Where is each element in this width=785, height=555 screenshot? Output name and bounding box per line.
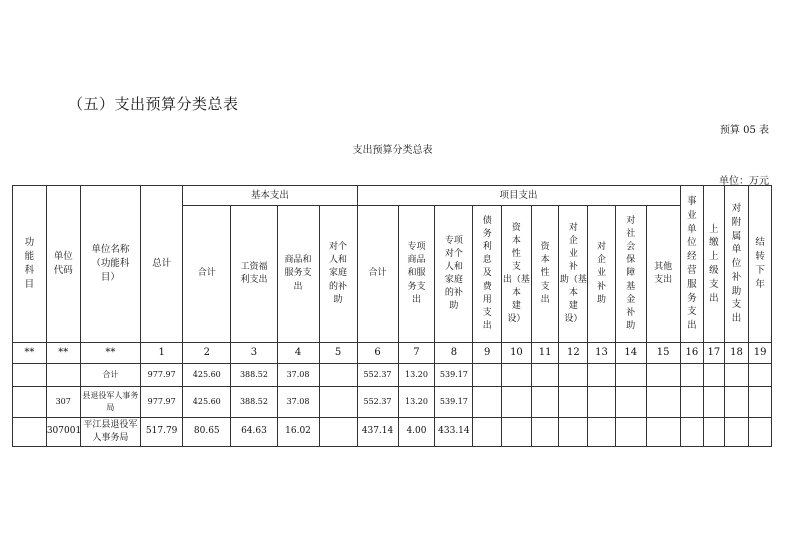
cell-proj-goods: 13.20 (398, 387, 435, 418)
cell-empty (502, 387, 532, 418)
col-ent: 对 企 业 补 助 (588, 206, 616, 343)
cell-empty (531, 387, 559, 418)
cell-empty (724, 387, 749, 418)
cell-proj-total: 552.37 (357, 364, 398, 387)
cell-basic-total: 425.60 (183, 387, 231, 418)
num-cell: 8 (435, 343, 473, 364)
cell-total: 977.97 (141, 387, 183, 418)
cell-empty (531, 364, 559, 387)
cell-basic-total: 80.65 (183, 418, 231, 447)
cell-empty (680, 364, 704, 387)
cell-empty (749, 418, 772, 447)
cell-empty (559, 387, 588, 418)
col-func-subject: 功 能 科 目 (13, 186, 47, 343)
cell-empty (588, 387, 616, 418)
cell-empty (724, 418, 749, 447)
cell-empty (473, 418, 502, 447)
column-number-row (13, 343, 772, 364)
cell-empty (646, 364, 680, 387)
cell-salary: 388.52 (231, 387, 277, 418)
table-row (13, 418, 772, 447)
cell-empty (473, 364, 502, 387)
num-cell: ** (80, 343, 141, 364)
group-project: 项目支出 (357, 186, 680, 206)
table-caption: 支出预算分类总表 (352, 145, 433, 156)
cell-proj-goods: 4.00 (398, 418, 435, 447)
col-proj-personal: 专项 对个 人和 家庭 的补 助 (435, 206, 473, 343)
num-cell: ** (13, 343, 47, 364)
cell-empty (559, 418, 588, 447)
table-row (13, 364, 772, 387)
cell-empty (680, 418, 704, 447)
num-cell: ** (46, 343, 80, 364)
col-capital-build: 资 本 性 支 出（基 本 建 设） (502, 206, 532, 343)
cell-func (13, 418, 47, 447)
cell-empty (559, 364, 588, 387)
cell-empty (473, 387, 502, 418)
col-superior: 上 缴 上 级 支 出 (704, 186, 725, 343)
col-debt: 债 务 利 息 及 费 用 支 出 (473, 206, 502, 343)
cell-empty (502, 418, 532, 447)
col-social: 对 社 会 保 障 基 金 补 助 (615, 206, 646, 343)
num-cell: 13 (588, 343, 616, 364)
num-cell: 9 (473, 343, 502, 364)
cell-code: 307 (46, 387, 80, 418)
cell-code (46, 364, 80, 387)
num-cell: 14 (615, 343, 646, 364)
num-cell: 19 (749, 343, 772, 364)
num-cell: 17 (704, 343, 725, 364)
cell-empty (615, 418, 646, 447)
num-cell: 1 (141, 343, 183, 364)
num-cell: 4 (277, 343, 319, 364)
cell-empty (588, 418, 616, 447)
table-row (13, 387, 772, 418)
col-unit-name: 单位名称 （功能科 目） (80, 186, 141, 343)
cell-personal (319, 387, 357, 418)
cell-salary: 64.63 (231, 418, 277, 447)
cell-empty (531, 418, 559, 447)
cell-goods: 37.08 (277, 387, 319, 418)
col-salary: 工资福 利支出 (231, 206, 277, 343)
cell-empty (724, 364, 749, 387)
cell-proj-total: 552.37 (357, 387, 398, 418)
cell-name: 合计 (80, 364, 141, 387)
expenditure-table (12, 185, 772, 447)
num-cell: 7 (398, 343, 435, 364)
num-cell: 6 (357, 343, 398, 364)
col-subsidiary: 对 附 属 单 位 补 助 支 出 (724, 186, 749, 343)
cell-goods: 16.02 (277, 418, 319, 447)
num-cell: 11 (531, 343, 559, 364)
cell-total: 517.79 (141, 418, 183, 447)
num-cell: 3 (231, 343, 277, 364)
col-other: 其他 支出 (646, 206, 680, 343)
num-cell: 18 (724, 343, 749, 364)
num-cell: 10 (502, 343, 532, 364)
cell-proj-personal: 433.14 (435, 418, 473, 447)
col-proj-goods: 专项 商品 和服 务支 出 (398, 206, 435, 343)
cell-total: 977.97 (141, 364, 183, 387)
cell-empty (588, 364, 616, 387)
num-cell: 2 (183, 343, 231, 364)
cell-func (13, 364, 47, 387)
num-cell: 16 (680, 343, 704, 364)
cell-name: 平江县退役军人事务局 (80, 418, 141, 447)
cell-code: 307001 (46, 418, 80, 447)
unit-label: 单位：万元 (719, 176, 769, 187)
cell-proj-total: 437.14 (357, 418, 398, 447)
cell-basic-total: 425.60 (183, 364, 231, 387)
cell-func (13, 387, 47, 418)
cell-empty (680, 387, 704, 418)
group-basic: 基本支出 (183, 186, 357, 206)
cell-name: 县退役军人事务局 (80, 387, 141, 418)
cell-empty (704, 364, 725, 387)
cell-salary: 388.52 (231, 364, 277, 387)
cell-empty (502, 364, 532, 387)
page-heading: （五）支出预算分类总表 (68, 95, 239, 113)
cell-empty (704, 418, 725, 447)
col-basic-total: 合计 (183, 206, 231, 343)
cell-proj-personal: 539.17 (435, 364, 473, 387)
cell-personal (319, 418, 357, 447)
col-goods: 商品和 服务支 出 (277, 206, 319, 343)
col-proj-total: 合计 (357, 206, 398, 343)
col-unit-code: 单位 代码 (46, 186, 80, 343)
cell-empty (704, 387, 725, 418)
cell-empty (749, 387, 772, 418)
col-carryover: 结 转 下 年 (749, 186, 772, 343)
form-code: 预算 05 表 (719, 125, 769, 136)
cell-proj-personal: 539.17 (435, 387, 473, 418)
cell-proj-goods: 13.20 (398, 364, 435, 387)
col-capital: 资 本 性 支 出 (531, 206, 559, 343)
num-cell: 15 (646, 343, 680, 364)
cell-empty (646, 387, 680, 418)
cell-empty (646, 418, 680, 447)
cell-empty (615, 364, 646, 387)
cell-empty (615, 387, 646, 418)
cell-goods: 37.08 (277, 364, 319, 387)
cell-empty (749, 364, 772, 387)
num-cell: 12 (559, 343, 588, 364)
num-cell: 5 (319, 343, 357, 364)
col-biz: 事 业 单 位 经 营 服 务 支 出 (680, 186, 704, 343)
col-ent-build: 对 企 业 补 助（基 本 建 设） (559, 206, 588, 343)
cell-personal (319, 364, 357, 387)
col-personal: 对个 人和 家庭 的补 助 (319, 206, 357, 343)
col-total: 总计 (141, 186, 183, 343)
